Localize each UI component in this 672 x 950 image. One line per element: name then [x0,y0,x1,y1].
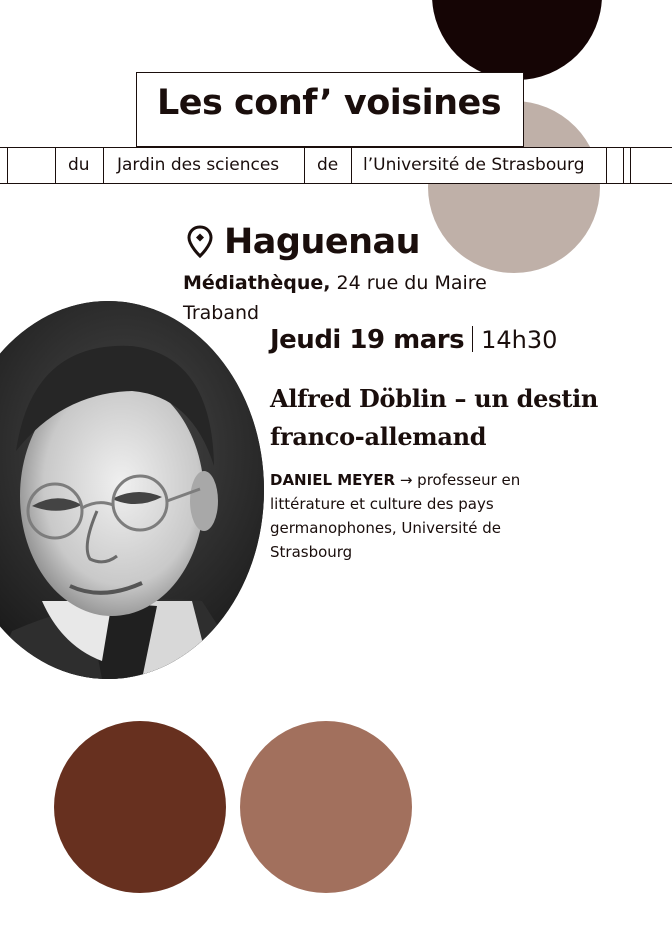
talk-title: Alfred Döblin – un destin franco-allemand [270,384,599,451]
strip-divider [304,148,305,183]
strip-divider [7,148,8,183]
subtitle-strip [0,147,672,184]
city-name: Haguenau [224,222,421,262]
venue-name: Médiathèque, [183,272,331,294]
speaker-name: DANIEL MEYER [270,471,396,489]
event-date: Jeudi 19 mars [270,325,465,355]
strip-divider [351,148,352,183]
strip-universite: l’Université de Strasbourg [363,155,585,175]
venue-address: 24 rue du Maire Traband [183,272,487,324]
strip-divider [623,148,624,183]
strip-divider [606,148,607,183]
speaker-info [270,468,550,564]
speaker-portrait [0,301,264,679]
date-time-row [270,325,557,355]
map-pin-icon [186,225,214,259]
decor-circle-brown [54,721,226,893]
date-time-separator [472,326,473,352]
event-time: 14h30 [481,326,558,354]
strip-de: de [317,155,339,175]
speaker-role: professeur en littérature et culture des pays germanophones, Université de Strasbourg [270,471,521,561]
venue [183,268,513,328]
strip-du: du [68,155,90,175]
title-box [136,72,524,147]
strip-divider [630,148,631,183]
decor-circle-clay [240,721,412,893]
location-row [186,222,420,262]
strip-divider [55,148,56,183]
decor-circle-dark [432,0,602,80]
page-title: Les conf’ voisines [157,83,502,123]
strip-divider [103,148,104,183]
arrow-right-icon: → [395,471,418,489]
strip-jardin: Jardin des sciences [117,155,280,175]
